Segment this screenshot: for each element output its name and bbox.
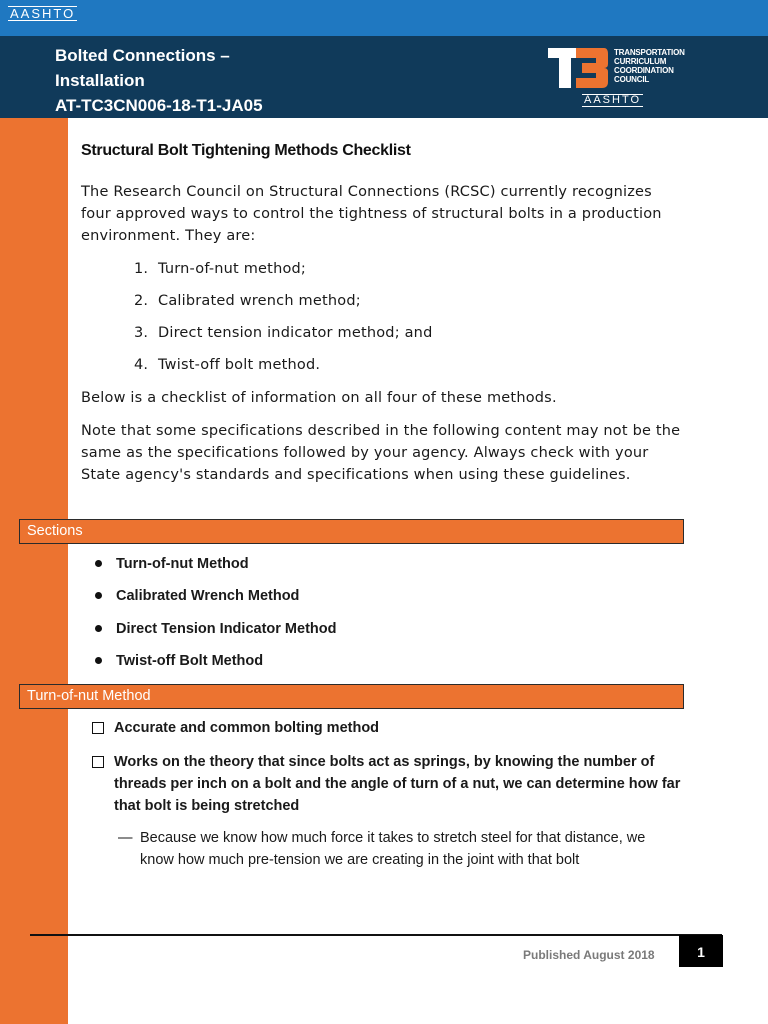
note-paragraph: Note that some specifications described in the following content may not be the same as the specifications followed by your agency. Always check with your State agency's standards and specifications when using these guidelines. [81, 423, 681, 483]
section-link-turn-of-nut[interactable] [95, 554, 249, 574]
council-line4: COUNCIL [614, 75, 650, 84]
council-line2: CURRICULUM [614, 57, 667, 66]
header-banner [0, 36, 768, 118]
published-date: Published August 2018 [523, 948, 655, 962]
checklist-item[interactable] [92, 717, 682, 739]
method-item-4 [134, 354, 320, 376]
section-link-twist-off[interactable] [95, 651, 263, 671]
checklist-item-text: Accurate and common bolting method [114, 720, 380, 736]
method-number: 4. [134, 357, 149, 373]
checklist-item-text: Works on the theory that since bolts act as springs, by knowing the number of threads per inch on a bolt and the angle of turn of a nut, we can determine how far that bolt is being stretched [114, 754, 681, 814]
top-bar [0, 0, 768, 36]
sub-point [118, 827, 678, 871]
below-paragraph: Below is a checklist of information on all four of these methods. [81, 390, 557, 406]
method-text: Twist-off bolt method. [158, 357, 321, 373]
bullet-icon [95, 657, 102, 664]
intro-paragraph: The Research Council on Structural Connections (RCSC) currently recognizes four approved ways to control the tightness of structural bolts in a production environment. They are: [81, 184, 662, 244]
sub-point-text: Because we know how much force it takes to stretch steel for that distance, we know how much pre-tension we are creating in the joint with that bolt [140, 830, 646, 868]
document-title: Structural Bolt Tightening Methods Checklist [81, 142, 411, 159]
section-link-direct-tension[interactable] [95, 619, 336, 639]
bullet-icon [95, 560, 102, 567]
dash-icon: — [118, 830, 133, 846]
council-line1: TRANSPORTATION [614, 48, 685, 57]
section-link-label: Twist-off Bolt Method [116, 653, 264, 669]
course-title-line2: Installation [55, 71, 145, 90]
method-item-3 [134, 322, 432, 344]
left-accent-bar [0, 118, 68, 1024]
method-item-1 [134, 258, 306, 280]
tc3-logo [546, 44, 685, 112]
section-link-label: Calibrated Wrench Method [116, 588, 300, 604]
aashto-logo: AASHTO [10, 6, 76, 21]
aashto-logo-small: AASHTO [584, 94, 642, 106]
turn-of-nut-heading: Turn-of-nut Method [19, 684, 684, 709]
bullet-icon [95, 625, 102, 632]
council-line3: COORDINATION [614, 66, 674, 75]
footer-divider [30, 934, 722, 936]
bullet-icon [95, 592, 102, 599]
course-code: AT-TC3CN006-18-T1-JA05 [55, 96, 263, 115]
method-text: Direct tension indicator method; and [158, 325, 433, 341]
method-text: Turn-of-nut method; [158, 261, 307, 277]
course-title [55, 43, 263, 118]
t3-logo-icon [546, 44, 610, 92]
page-number: 1 [679, 935, 723, 967]
council-name [614, 48, 685, 84]
method-number: 3. [134, 325, 149, 341]
sections-heading: Sections [19, 519, 684, 544]
section-link-label: Direct Tension Indicator Method [116, 621, 337, 637]
checklist-item[interactable] [92, 751, 682, 817]
method-number: 2. [134, 293, 149, 309]
checkbox-icon[interactable] [92, 756, 104, 768]
method-text: Calibrated wrench method; [158, 293, 361, 309]
section-link-label: Turn-of-nut Method [116, 556, 249, 572]
checkbox-icon[interactable] [92, 722, 104, 734]
section-link-calibrated-wrench[interactable] [95, 586, 299, 606]
method-item-2 [134, 290, 361, 312]
course-title-line1: Bolted Connections – [55, 46, 230, 65]
method-number: 1. [134, 261, 149, 277]
